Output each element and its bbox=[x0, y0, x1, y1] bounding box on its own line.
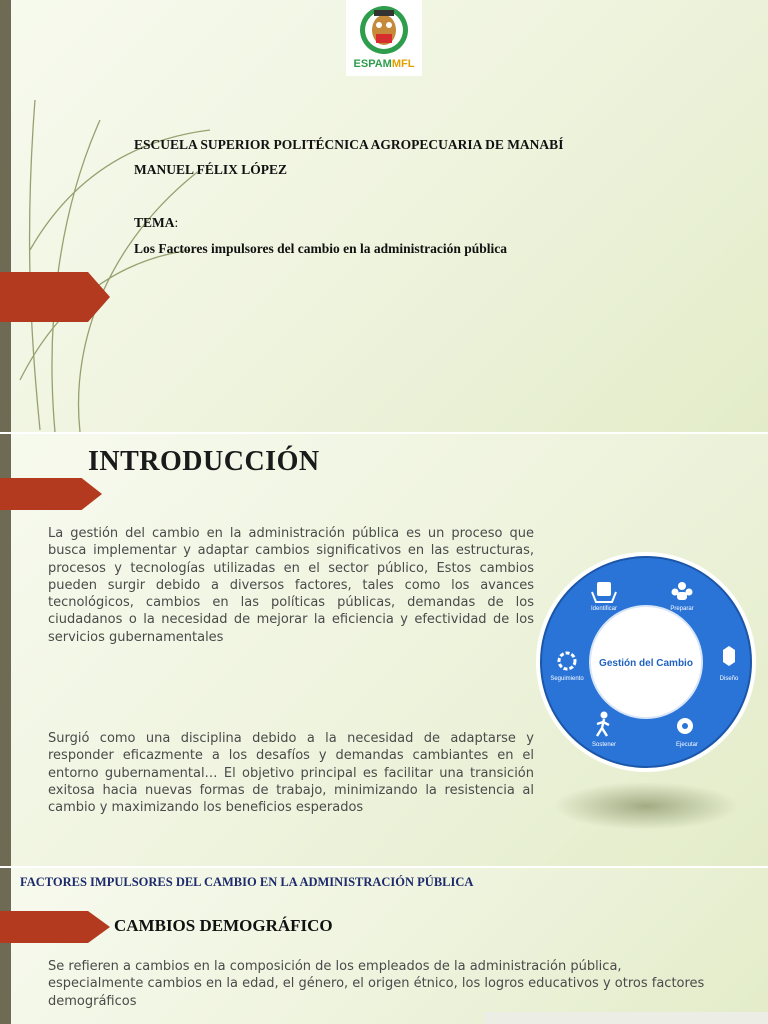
label-sostener: Sostener bbox=[591, 742, 617, 748]
label-seguimiento: Seguimiento bbox=[550, 676, 584, 682]
label-diseno: Diseño bbox=[719, 676, 739, 682]
label-identificar: Identificar bbox=[590, 606, 618, 612]
subheading: CAMBIOS DEMOGRÁFICO bbox=[114, 916, 333, 935]
logo-text-mfl: MFL bbox=[391, 58, 415, 70]
tema-text: Los Factores impulsores del cambio en la administración pública bbox=[134, 241, 508, 256]
logo bbox=[346, 0, 422, 76]
design-icon bbox=[723, 646, 735, 666]
slide-title bbox=[0, 0, 768, 432]
label-preparar: Preparar bbox=[670, 606, 694, 612]
diagram-shadow bbox=[554, 782, 738, 830]
demographic-paragraph: Se refieren a cambios en la composición de los empleados de la administración pública, especialmente cambios en la edad, el género, el origen étnico, los logros educativos y otros factores demográficos bbox=[48, 959, 705, 1009]
red-arrow bbox=[0, 478, 102, 510]
slide-title: INTRODUCCIÓN bbox=[88, 446, 320, 477]
tema-label: TEMA bbox=[134, 215, 175, 230]
execute-gear-icon bbox=[677, 718, 693, 734]
image-placeholder bbox=[484, 1012, 768, 1024]
red-arrow bbox=[0, 272, 110, 322]
intro-paragraph-2: Surgió como una disciplina debido a la necesidad de adaptarse y responder eficazmente a los desafíos y demandas cambiantes en el entorno gubernamental… El objetivo principal es facilitar una transición exitosa hacia nuevas formas de trabajo, minimizando la resistencia al cambio y maximizando los beneficios esperados bbox=[48, 731, 534, 816]
change-management-diagram bbox=[530, 552, 762, 852]
slide-factors bbox=[0, 868, 768, 1024]
label-ejecutar: Ejecutar bbox=[675, 742, 699, 748]
logo-text-espam: ESPAM bbox=[353, 58, 392, 70]
intro-paragraph-1: La gestión del cambio en la administración pública es un proceso que busca implementar y adaptar cambios significativos en las estructuras, procesos y tecnologías utilizadas en el sector público, Estos cambios pueden surgir debido a diversos factores, tales como los avances tecnológicos, cambios en las políticas públicas, demandas de los ciudadanos o la necesidad de mejorar la eficiencia y efectividad de los servicios gubernamentales bbox=[48, 526, 534, 645]
side-bar bbox=[0, 868, 11, 1024]
diagram-center-label: Gestión del Cambio bbox=[599, 658, 693, 669]
school-name-line1: ESCUELA SUPERIOR POLITÉCNICA AGROPECUARIA DE MANABÍ bbox=[134, 137, 564, 152]
slide-introduction bbox=[0, 434, 768, 866]
section-heading: FACTORES IMPULSORES DEL CAMBIO EN LA ADMINISTRACIÓN PÚBLICA bbox=[20, 875, 474, 889]
mascot-icon bbox=[346, 0, 422, 58]
red-arrow bbox=[0, 911, 110, 943]
tema-label-wrap bbox=[134, 215, 178, 231]
tema-colon: : bbox=[174, 215, 179, 230]
school-name-line2: MANUEL FÉLIX LÓPEZ bbox=[134, 162, 288, 177]
